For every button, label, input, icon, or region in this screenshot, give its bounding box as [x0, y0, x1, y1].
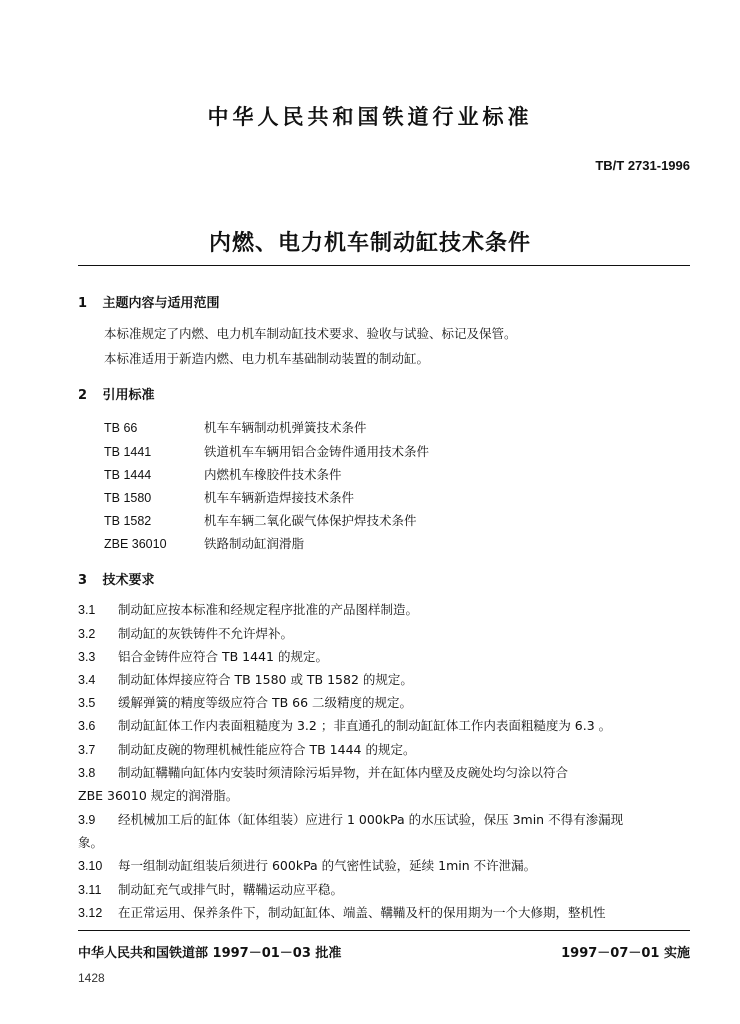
reference-name: 内燃机车橡胶件技术条件 — [204, 467, 342, 482]
footer-divider — [78, 930, 690, 931]
clause-text: 每一组制动缸组装后须进行 600kPa 的气密性试验，延续 1min 不许泄漏。 — [118, 858, 537, 873]
reference-row — [104, 465, 342, 483]
approval-date: 中华人民共和国铁道部 1997－01－03 批准 — [78, 946, 342, 961]
clause-number: 3.1 — [78, 603, 96, 617]
clause-row — [78, 693, 412, 711]
section-title: 技术要求 — [102, 573, 155, 588]
reference-name: 铁道机车车辆用铝合金铸件通用技术条件 — [204, 444, 430, 459]
section-1-heading — [78, 292, 220, 311]
clause-row — [78, 716, 611, 734]
clause-row — [78, 647, 328, 665]
reference-code: TB 1580 — [104, 491, 152, 505]
clause-row — [78, 856, 536, 874]
reference-row — [104, 418, 367, 436]
reference-code: ZBE 36010 — [104, 537, 167, 551]
clause-number: 3.4 — [78, 673, 96, 687]
document-number: TB/T 2731-1996 — [595, 158, 690, 173]
clause-row — [78, 600, 418, 618]
clause-row — [78, 810, 623, 828]
reference-name: 机车车辆二氧化碳气体保护焊技术条件 — [204, 513, 417, 528]
clause-number: 3.12 — [78, 906, 103, 920]
clause-number: 3.6 — [78, 719, 96, 733]
reference-code: TB 1444 — [104, 468, 152, 482]
clause-row — [78, 740, 415, 758]
clause-row — [78, 670, 413, 688]
clause-text: 制动缸的灰铁铸件不允许焊补。 — [118, 626, 294, 641]
clause-number: 3.9 — [78, 813, 96, 827]
clause-number: 3.8 — [78, 766, 96, 780]
reference-code: TB 66 — [104, 421, 138, 435]
clause-text: 制动缸缸体工作内表面粗糙度为 3.2 ；非直通孔的制动缸缸体工作内表面粗糙度为 6.3 。 — [118, 718, 612, 733]
paragraph: 本标准规定了内燃、电力机车制动缸技术要求、验收与试验、标记及保管。 — [104, 326, 517, 341]
paragraph: 本标准适用于新造内燃、电力机车基础制动装置的制动缸。 — [104, 351, 430, 366]
clause-continuation: 象。 — [78, 835, 104, 850]
clause-text: 在正常运用、保养条件下，制动缸缸体、端盖、鞲鞴及杆的保用期为一个大修期，整机性 — [118, 905, 606, 920]
reference-row — [104, 442, 429, 460]
clause-row — [78, 763, 568, 781]
clause-number: 3.3 — [78, 650, 96, 664]
title-divider — [78, 265, 690, 266]
page-number: 1428 — [78, 971, 105, 985]
clause-row — [78, 903, 606, 921]
clause-number: 3.2 — [78, 627, 96, 641]
clause-number: 3.11 — [78, 883, 102, 897]
section-3-heading — [78, 569, 155, 588]
reference-name: 机车车辆制动机弹簧技术条件 — [204, 420, 367, 435]
clause-number: 3.7 — [78, 743, 96, 757]
clause-text: 制动缸体焊接应符合 TB 1580 或 TB 1582 的规定。 — [118, 672, 413, 687]
reference-code: TB 1441 — [104, 445, 152, 459]
section-number: 1 — [78, 296, 88, 311]
reference-row — [104, 534, 304, 552]
effective-date: 1997－07－01 实施 — [561, 946, 690, 961]
clause-text: 缓解弹簧的精度等级应符合 TB 66 二级精度的规定。 — [118, 695, 413, 710]
section-title: 主题内容与适用范围 — [102, 296, 220, 311]
clause-continuation: ZBE 36010 规定的润滑脂。 — [78, 788, 239, 803]
clause-row — [78, 880, 343, 898]
document-title: 内燃、电力机车制动缸技术条件 — [208, 231, 531, 256]
reference-name: 铁路制动缸润滑脂 — [204, 536, 305, 551]
clause-number: 3.10 — [78, 859, 103, 873]
section-2-heading — [78, 384, 155, 403]
reference-row — [104, 488, 354, 506]
section-number: 3 — [78, 573, 88, 588]
reference-name: 机车车辆新造焊接技术条件 — [204, 490, 355, 505]
clause-text: 经机械加工后的缸体（缸体组装）应进行 1 000kPa 的水压试验，保压 3min 不得有渗漏现 — [118, 812, 624, 827]
reference-row — [104, 511, 417, 529]
clause-text: 铝合金铸件应符合 TB 1441 的规定。 — [118, 649, 328, 664]
clause-number: 3.5 — [78, 696, 96, 710]
reference-code: TB 1582 — [104, 514, 152, 528]
clause-row — [78, 624, 293, 642]
clause-text: 制动缸鞲鞴向缸体内安装时须清除污垢异物，并在缸体内壁及皮碗处均匀涂以符合 — [118, 765, 569, 780]
section-title: 引用标准 — [102, 388, 155, 403]
clause-text: 制动缸皮碗的物理机械性能应符合 TB 1444 的规定。 — [118, 742, 416, 757]
section-number: 2 — [78, 388, 88, 403]
clause-text: 制动缸充气或排气时，鞲鞴运动应平稳。 — [118, 882, 344, 897]
clause-text: 制动缸应按本标准和经规定程序批准的产品图样制造。 — [118, 602, 419, 617]
standard-header: 中华人民共和国铁道行业标准 — [207, 105, 533, 129]
